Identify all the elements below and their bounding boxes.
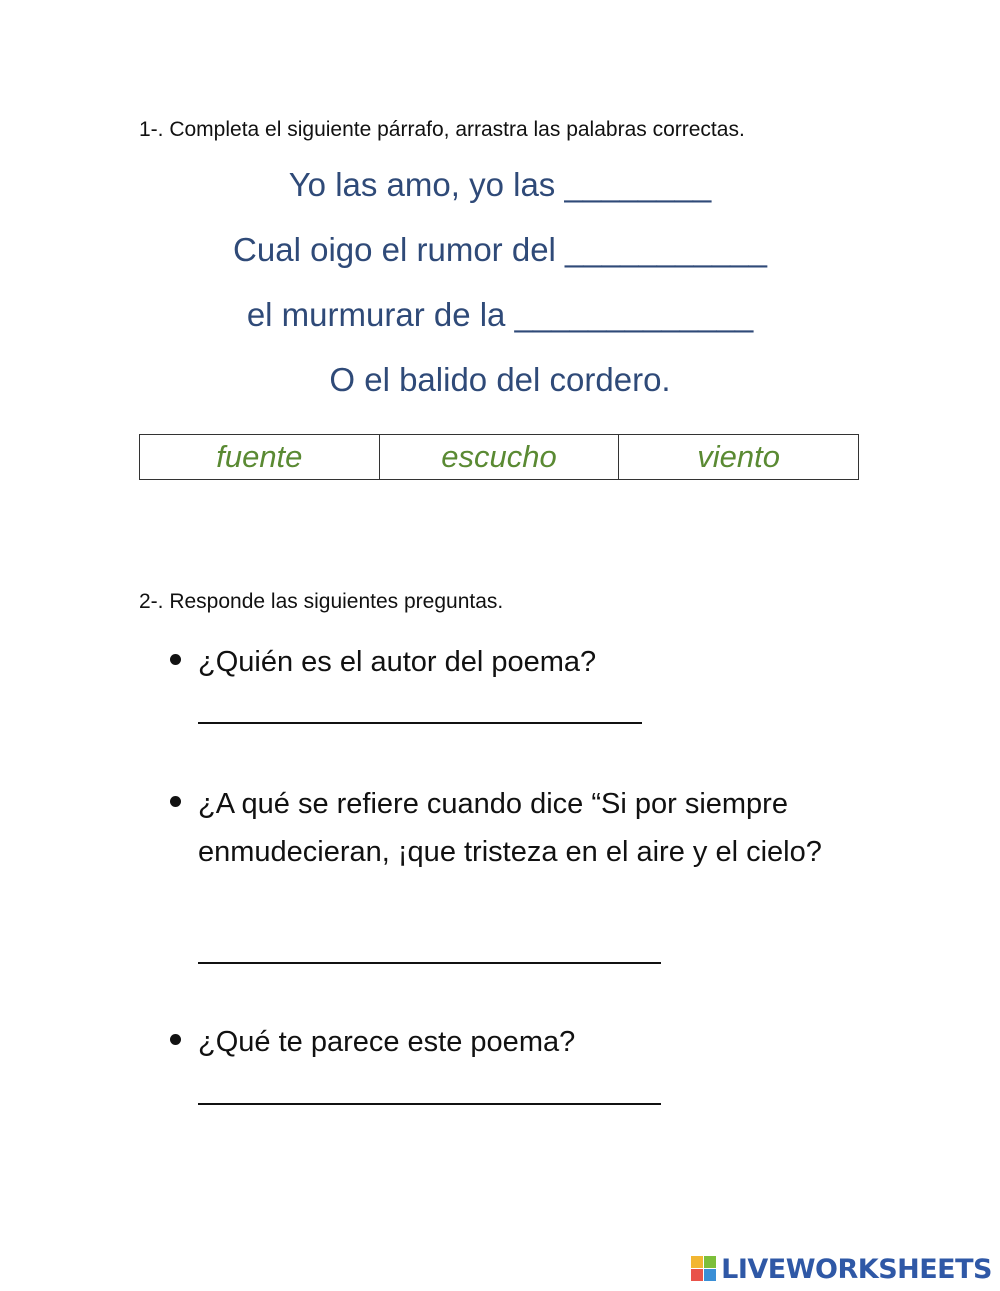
answer-line-3[interactable] [198, 1103, 661, 1105]
word-bank-item[interactable]: escucho [379, 435, 619, 480]
word-bank [139, 434, 859, 480]
answer-line-1[interactable] [198, 722, 642, 724]
liveworksheets-logo [691, 1253, 992, 1285]
liveworksheets-logo-icon [691, 1256, 717, 1282]
question-1 [170, 638, 850, 688]
section-1-instruction: 1-. Completa el siguiente párrafo, arrastra las palabras correctas. [139, 118, 745, 141]
question-text: ¿A qué se refiere cuando dice “Si por siempre enmudecieran, ¡que tristeza en el aire y el cielo? [198, 788, 822, 868]
section-2-instruction: 2-. Responde las siguientes preguntas. [139, 590, 504, 613]
poem-line-4: O el balido del cordero. [329, 361, 671, 398]
logo-text: LIVEWORKSHEETS [721, 1253, 992, 1285]
poem-line-3: el murmurar de la _____________ [246, 296, 754, 333]
bullet-icon [170, 1034, 181, 1045]
question-2 [170, 780, 850, 930]
word-bank-item[interactable]: fuente [140, 435, 380, 480]
poem-line-2: Cual oigo el rumor del ___________ [233, 231, 767, 268]
word-bank-item[interactable]: viento [619, 435, 859, 480]
question-3 [170, 1018, 850, 1068]
question-text: ¿Qué te parece este poema? [198, 1026, 576, 1058]
answer-line-2[interactable] [198, 962, 661, 964]
question-text: ¿Quién es el autor del poema? [198, 646, 597, 678]
bullet-icon [170, 796, 181, 807]
poem-line-1: Yo las amo, yo las ________ [288, 166, 712, 203]
bullet-icon [170, 654, 181, 665]
